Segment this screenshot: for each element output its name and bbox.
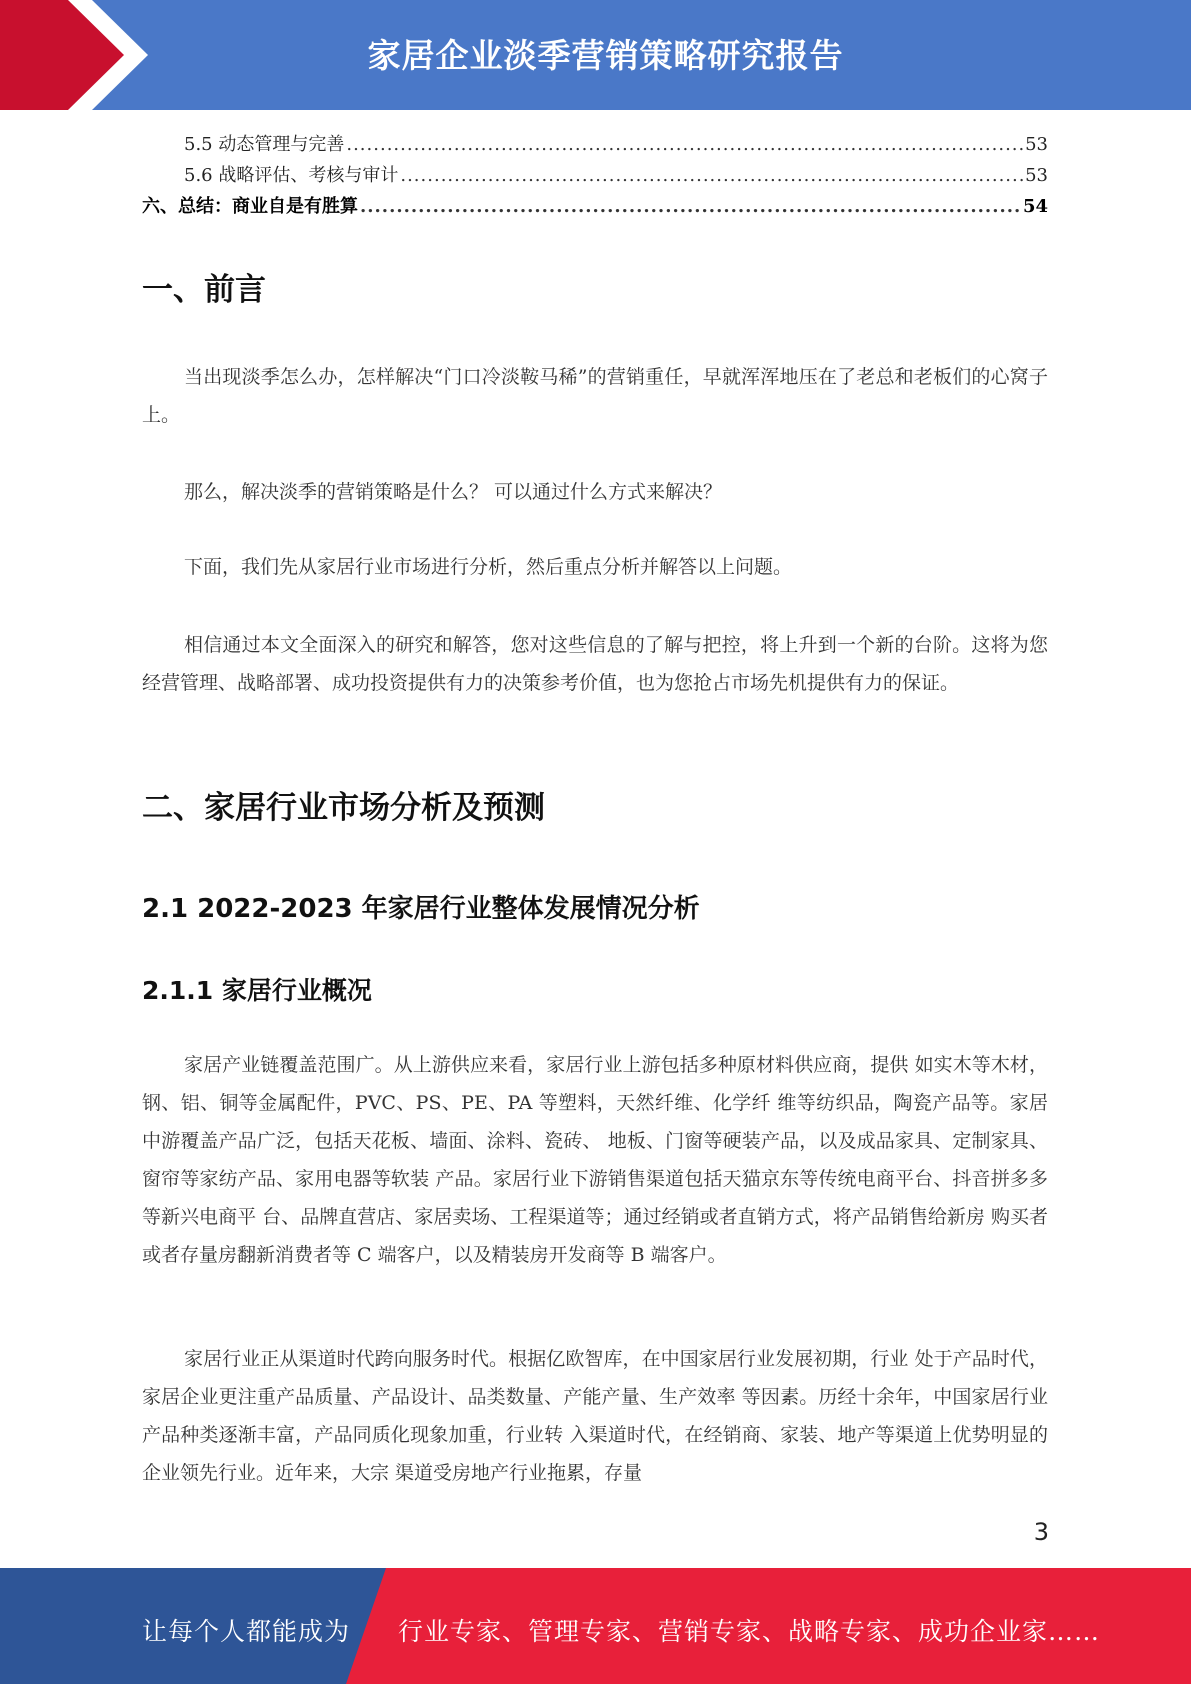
page-number: 3 (1033, 1518, 1049, 1546)
toc-entry-label: 5.6 战略评估、考核与审计 (184, 165, 399, 186)
toc-entry[interactable] (142, 130, 1048, 161)
toc-leader-dots (346, 134, 1023, 155)
body-paragraph: 当出现淡季怎么办，怎样解决“门口冷淡鞍马稀”的营销重任，早就浑浑地压在了老总和老板们的心窝子上。 (142, 366, 1048, 426)
subsubsection-heading: 2.1.1 家居行业概况 (142, 976, 372, 1005)
toc-entry-label: 5.5 动态管理与完善 (184, 134, 345, 155)
body-paragraph: 家居产业链覆盖范围广。从上游供应来看，家居行业上游包括多种原材料供应商，提供 如实木等木材，钢、铝、铜等金属配件，PVC、PS、PE、PA 等塑料，天然纤维、化学纤 维等纺织品，陶瓷产品等。家居中游覆盖产品广泛，包括天花板、墙面、涂料、瓷砖、 地板、门窗等硬装产品，以及成品家具、定制家具、窗帘等家纺产品、家用电器等软装 产品。家居行业下游销售渠道包括天猫京东等传统电商平台、抖音拼多多等新兴电商平 台、品牌直营店、家居卖场、工程渠道等；通过经销或者直销方式，将产品销售给新房 购买者或者存量房翻新消费者等 C 端客户，以及精装房开发商等 B 端客户。 (142, 1054, 1048, 1266)
page-header (0, 0, 1191, 110)
section-heading-market: 二、家居行业市场分析及预测 (142, 790, 545, 826)
toc-leader-dots (400, 165, 1023, 186)
page-footer (0, 1568, 1191, 1684)
toc-leader-dots (360, 196, 1021, 217)
body-paragraph: 相信通过本文全面深入的研究和解答，您对这些信息的了解与把控，将上升到一个新的台阶。这将为您经营管理、战略部署、成功投资提供有力的决策参考价值，也为您抢占市场先机提供有力的保证。 (142, 634, 1048, 694)
subsection-heading: 2.1 2022-2023 年家居行业整体发展情况分析 (142, 894, 700, 924)
toc-entry-page: 53 (1025, 165, 1048, 186)
toc-entry-label: 六、总结：商业自是有胜算 (142, 196, 358, 217)
section-heading-preface: 一、前言 (142, 272, 266, 308)
footer-slogan-right: 行业专家、管理专家、营销专家、战略专家、成功企业家…… (398, 1617, 1101, 1646)
toc-entry[interactable] (142, 192, 1048, 223)
report-title: 家居企业淡季营销策略研究报告 (367, 36, 844, 75)
body-paragraph: 那么，解决淡季的营销策略是什么？ 可以通过什么方式来解决？ (184, 481, 723, 503)
table-of-contents (142, 130, 1048, 223)
footer-slogan-left: 让每个人都能成为 (142, 1617, 351, 1646)
body-paragraph: 下面，我们先从家居行业市场进行分析，然后重点分析并解答以上问题。 (184, 556, 793, 578)
toc-entry-page: 53 (1025, 134, 1048, 155)
toc-entry-page: 54 (1022, 196, 1048, 217)
body-paragraph: 家居行业正从渠道时代跨向服务时代。根据亿欧智库，在中国家居行业发展初期，行业 处于产品时代，家居企业更注重产品质量、产品设计、品类数量、产能产量、生产效率 等因素。历经十余年，中国家居行业产品种类逐渐丰富，产品同质化现象加重，行业转 入渠道时代，在经销商、家装、地产等渠道上优势明显的企业领先行业。近年来，大宗 渠道受房地产行业拖累，存量 (142, 1348, 1048, 1484)
toc-entry[interactable] (142, 161, 1048, 192)
